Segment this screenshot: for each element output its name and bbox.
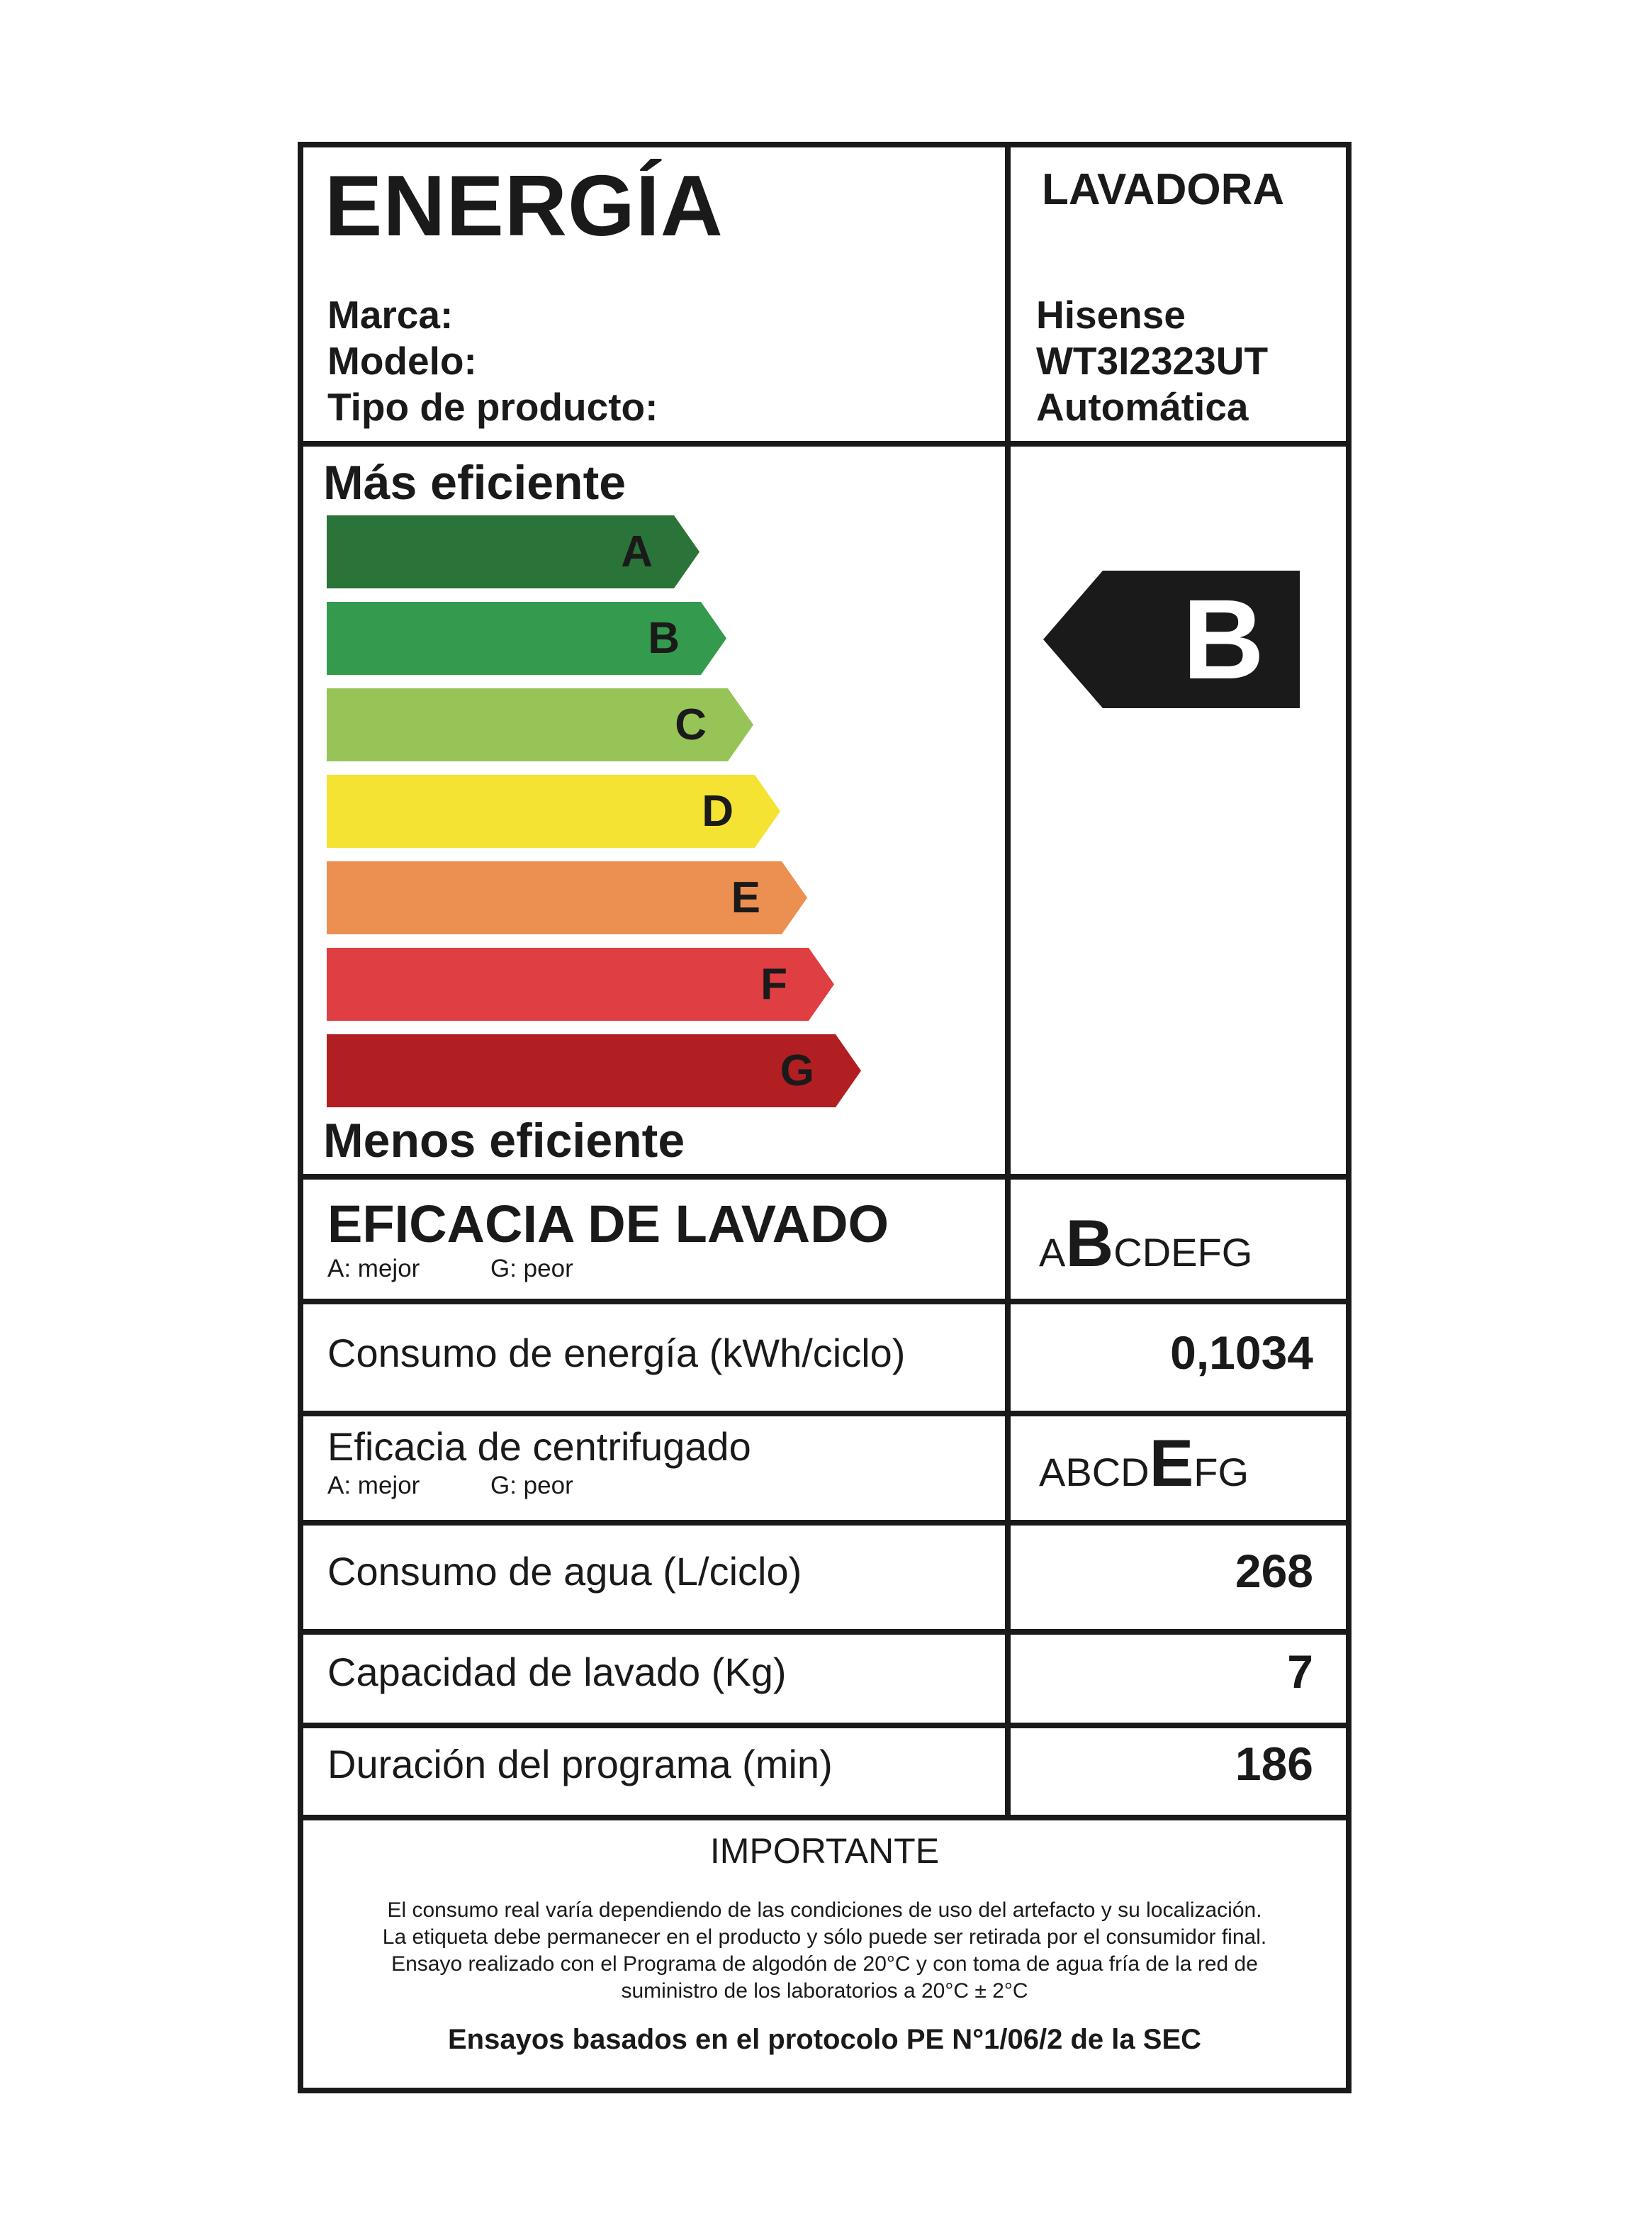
capacity-value: 7 bbox=[1287, 1645, 1313, 1698]
divider-capacity bbox=[298, 1723, 1352, 1728]
least-efficient-caption: Menos eficiente bbox=[323, 1114, 685, 1168]
washing-efficiency-title: EFICACIA DE LAVADO bbox=[327, 1194, 889, 1253]
energy-rating-arrow bbox=[1043, 571, 1300, 708]
type-label: Tipo de producto: bbox=[327, 385, 658, 429]
energy-class-bar-a bbox=[327, 515, 699, 588]
energy-class-bar-c bbox=[327, 688, 753, 761]
duration-label: Duración del programa (min) bbox=[327, 1742, 833, 1786]
model-label: Modelo: bbox=[327, 339, 477, 383]
energy-class-letter-b: B bbox=[648, 614, 680, 663]
spin-scale-after: FG bbox=[1193, 1450, 1249, 1494]
washing-scale-after: CDEFG bbox=[1113, 1230, 1253, 1275]
water-consumption-value: 268 bbox=[1235, 1545, 1313, 1597]
duration-value: 186 bbox=[1235, 1737, 1313, 1790]
divider-scale bbox=[298, 1174, 1352, 1180]
washing-efficiency-scale bbox=[1039, 1205, 1252, 1282]
washing-worst-note: G: peor bbox=[490, 1255, 573, 1282]
capacity-label: Capacidad de lavado (Kg) bbox=[327, 1650, 787, 1694]
spin-best-note: A: mejor bbox=[327, 1472, 420, 1499]
important-line-4: suministro de los laboratorios a 20°C ± 2°C bbox=[621, 1979, 1028, 2003]
type-value: Automática bbox=[1036, 385, 1249, 429]
energy-class-letter-d: D bbox=[702, 787, 734, 836]
energy-class-bar-b bbox=[327, 602, 726, 675]
spin-efficiency-label: Eficacia de centrifugado bbox=[327, 1424, 751, 1469]
energy-class-bar-f bbox=[327, 948, 834, 1021]
energy-class-letter-g: G bbox=[780, 1046, 814, 1095]
important-line-3: Ensayo realizado con el Programa de algodón de 20°C y con toma de agua fría de la red de bbox=[391, 1952, 1258, 1976]
important-title: IMPORTANTE bbox=[709, 1831, 940, 1871]
energy-class-letter-c: C bbox=[675, 700, 707, 749]
brand-value: Hisense bbox=[1036, 293, 1186, 337]
energy-class-bar-g bbox=[327, 1034, 861, 1107]
energy-class-letter-a: A bbox=[621, 527, 653, 576]
divider-washing bbox=[298, 1299, 1352, 1304]
washing-best-note: A: mejor bbox=[327, 1255, 420, 1282]
important-line-1: El consumo real varía dependiendo de las condiciones de uso del artefacto y su localización. bbox=[387, 1898, 1262, 1922]
protocol-note: Ensayos basados en el protocolo PE N°1/06/2 de la SEC bbox=[447, 2024, 1202, 2055]
energy-consumption-label: Consumo de energía (kWh/ciclo) bbox=[327, 1331, 906, 1375]
important-line-2: La etiqueta debe permanecer en el producto y sólo puede ser retirada por el consumidor final. bbox=[382, 1925, 1267, 1949]
energy-class-letter-f: F bbox=[760, 960, 787, 1009]
divider-header bbox=[298, 441, 1352, 447]
product-category: LAVADORA bbox=[1042, 165, 1285, 214]
spin-scale-before: ABCD bbox=[1039, 1450, 1150, 1494]
divider-water bbox=[298, 1629, 1352, 1635]
column-divider bbox=[1005, 142, 1011, 1818]
energy-consumption-value: 0,1034 bbox=[1170, 1326, 1313, 1379]
label-title: ENERGÍA bbox=[325, 157, 724, 254]
divider-energy bbox=[298, 1411, 1352, 1416]
energy-rating-letter: B bbox=[1182, 576, 1264, 703]
model-value: WT3I2323UT bbox=[1036, 339, 1269, 383]
divider-duration bbox=[298, 1815, 1352, 1820]
energy-class-letter-e: E bbox=[731, 873, 760, 922]
divider-spin bbox=[298, 1520, 1352, 1526]
spin-efficiency-scale bbox=[1039, 1425, 1249, 1501]
spin-scale-selected: E bbox=[1149, 1426, 1194, 1500]
most-efficient-caption: Más eficiente bbox=[323, 456, 626, 510]
spin-worst-note: G: peor bbox=[490, 1472, 573, 1499]
water-consumption-label: Consumo de agua (L/ciclo) bbox=[327, 1549, 802, 1594]
washing-scale-before: A bbox=[1039, 1230, 1066, 1275]
energy-class-bar-e bbox=[327, 861, 807, 934]
energy-class-bar-d bbox=[327, 775, 780, 848]
brand-label: Marca: bbox=[327, 293, 454, 337]
washing-scale-selected: B bbox=[1065, 1206, 1114, 1280]
